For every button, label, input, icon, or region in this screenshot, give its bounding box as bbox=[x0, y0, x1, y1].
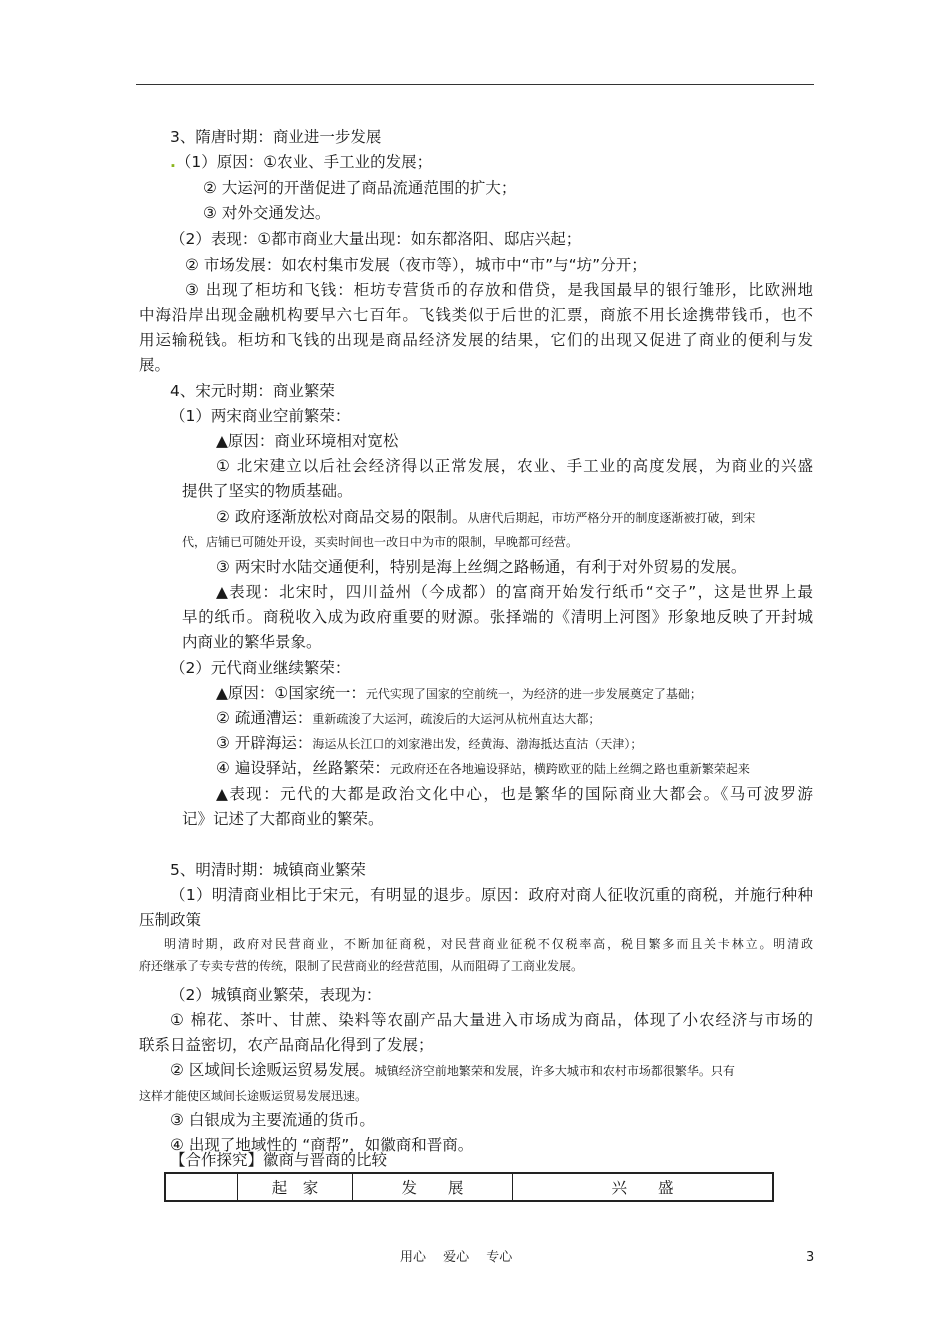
table-header-cell: 兴 盛 bbox=[513, 1173, 774, 1201]
text-line: ② 市场发展：如农村集市发展（夜市等），城市中“市”与“坊”分开； bbox=[185, 256, 647, 274]
table-header-cell: 起 家 bbox=[238, 1173, 353, 1201]
text-line: 用运输税钱。柜坊和飞钱的出现是商品经济发展的结果，它们的出现又促进了商业的便利与发 bbox=[139, 331, 813, 349]
bullet-dot-icon: . bbox=[170, 153, 176, 171]
section-heading: 3、隋唐时期：商业进一步发展 bbox=[170, 128, 382, 146]
section-heading: 4、宋元时期：商业繁荣 bbox=[170, 382, 335, 400]
text-line: 代，店铺已可随处开设，买卖时间也一改日中为市的限制，早晚都可经营。 bbox=[182, 535, 579, 549]
text-line: 联系日益密切，农产品商品化得到了发展； bbox=[139, 1036, 434, 1054]
footer-text: 用心 爱心 专心 bbox=[400, 1250, 513, 1265]
text-line: ② 大运河的开凿促进了商品流通范围的扩大； bbox=[203, 179, 517, 197]
comparison-table bbox=[164, 1172, 774, 1202]
table-header-cell: 发 展 bbox=[353, 1173, 513, 1201]
table-header-cell bbox=[165, 1173, 238, 1201]
table-row bbox=[165, 1173, 773, 1201]
text-line: ③ 两宋时水陆交通便利，特别是海上丝绸之路畅通，有利于对外贸易的发展。 bbox=[216, 558, 747, 576]
text-line: ③ 开辟海运：海运从长江口的刘家港出发，经黄海、渤海抵达直沽（天津）； bbox=[216, 734, 643, 752]
text-line: 明清时期，政府对民营商业，不断加征商税，对民营商业征税不仅税率高，税目繁多而且关卡林立。明清政 bbox=[164, 937, 813, 951]
text-line: ④ 遍设驿站，丝路繁荣：元政府还在各地遍设驿站，横跨欧亚的陆上丝绸之路也重新繁荣起来 bbox=[216, 759, 750, 777]
text-line: （2）城镇商业繁荣，表现为： bbox=[170, 986, 382, 1004]
text-line: 内商业的繁华景象。 bbox=[182, 633, 322, 651]
text-line: 展。 bbox=[139, 356, 171, 374]
text-line: 提供了坚实的物质基础。 bbox=[182, 482, 353, 500]
text-line: ① 棉花、茶叶、甘蔗、染料等农副产品大量进入市场成为商品，体现了小农经济与市场的 bbox=[170, 1011, 813, 1029]
text-line: 压制政策 bbox=[139, 911, 202, 929]
text-line: ▲原因：商业环境相对宽松 bbox=[216, 432, 399, 450]
text-line: （1）两宋商业空前繁荣： bbox=[170, 407, 351, 425]
text-line: 府还继承了专卖专营的传统，限制了民营商业的经营范围，从而阻碍了工商业发展。 bbox=[139, 959, 584, 973]
text-line: ② 政府逐渐放松对商品交易的限制。从唐代后期起，市坊严格分开的制度逐渐被打破，到宋 bbox=[216, 508, 756, 526]
text-line: （1）明清商业相比于宋元，有明显的退步。原因：政府对商人征收沉重的商税，并施行种种 bbox=[170, 886, 813, 904]
text-line: ② 区域间长途贩运贸易发展。城镇经济空前地繁荣和发展，许多大城市和农村市场都很繁华。只有 bbox=[170, 1061, 735, 1079]
section-heading: 【合作探究】徽商与晋商的比较 bbox=[170, 1151, 388, 1169]
text-line: .（1）原因：①农业、手工业的发展； bbox=[170, 153, 433, 171]
text-line: ④ 出现了地域性的 “商帮”，如徽商和晋商。 bbox=[170, 1136, 474, 1154]
header-rule bbox=[136, 84, 814, 85]
text-line: ▲表现：北宋时，四川益州（今成都）的富商开始发行纸币“交子”，这是世界上最 bbox=[216, 583, 813, 601]
page-number: 3 bbox=[806, 1250, 815, 1265]
text-line: 记》记述了大都商业的繁荣。 bbox=[182, 810, 384, 828]
text-line: （2）元代商业继续繁荣： bbox=[170, 659, 351, 677]
section-heading: 5、明清时期：城镇商业繁荣 bbox=[170, 861, 366, 879]
text-line: 早的纸币。商税收入成为政府重要的财源。张择端的《清明上河图》形象地反映了开封城 bbox=[182, 608, 813, 626]
text-line: ③ 白银成为主要流通的货币。 bbox=[170, 1111, 375, 1129]
text-line: ▲原因：①国家统一：元代实现了国家的空前统一，为经济的进一步发展奠定了基础； bbox=[216, 684, 702, 702]
text-line: ③ 对外交通发达。 bbox=[203, 204, 331, 222]
text-line: 这样才能使区域间长途贩运贸易发展迅速。 bbox=[139, 1089, 368, 1103]
text-line: （2）表现：①都市商业大量出现：如东都洛阳、邸店兴起； bbox=[170, 230, 582, 248]
text-line: ▲表现：元代的大都是政治文化中心，也是繁华的国际商业大都会。《马可波罗游 bbox=[216, 785, 813, 803]
text-line: ③ 出现了柜坊和飞钱：柜坊专营货币的存放和借贷，是我国最早的银行雏形，比欧洲地 bbox=[185, 281, 813, 299]
text-line: ① 北宋建立以后社会经济得以正常发展，农业、手工业的高度发展，为商业的兴盛 bbox=[216, 457, 813, 475]
text-line: 中海沿岸出现金融机构要早六七百年。飞钱类似于后世的汇票，商旅不用长途携带钱币，也不 bbox=[139, 306, 813, 324]
text-line: ② 疏通漕运：重新疏浚了大运河，疏浚后的大运河从杭州直达大都； bbox=[216, 709, 601, 727]
